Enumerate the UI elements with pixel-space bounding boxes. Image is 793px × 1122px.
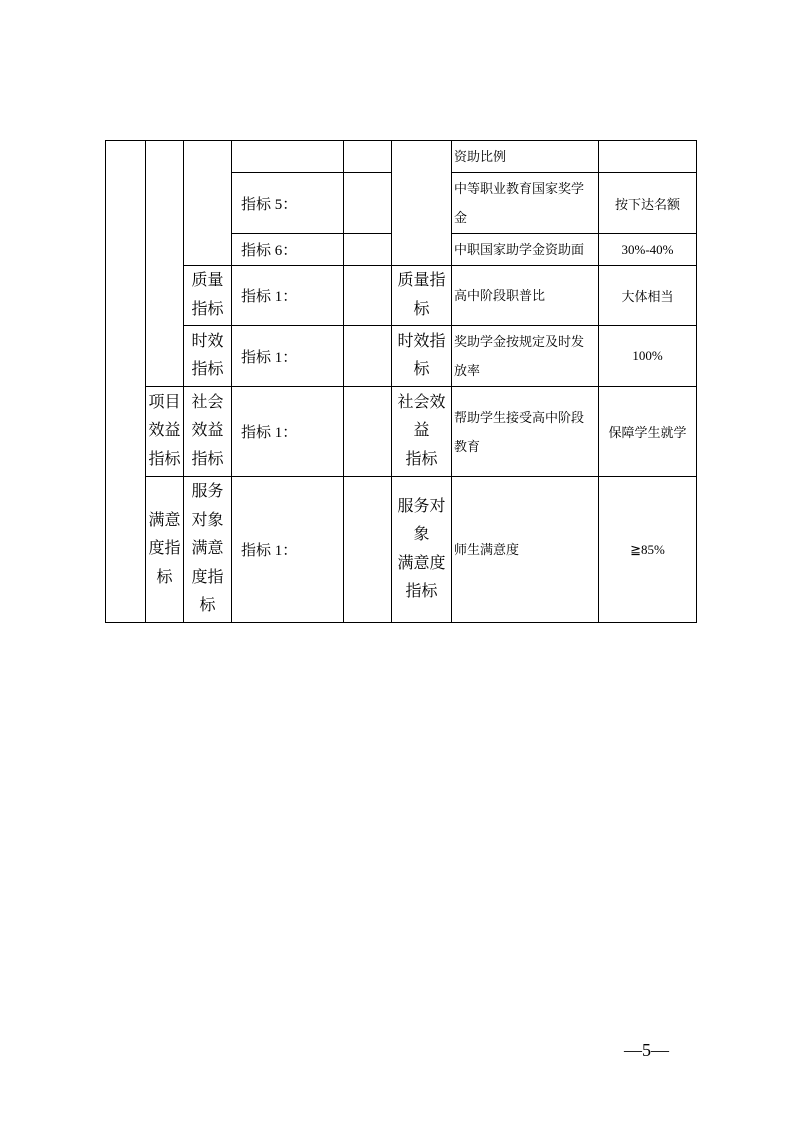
indicator-label: 指标 1： (241, 543, 298, 559)
category-cell (392, 477, 452, 623)
blank-cell (344, 141, 392, 173)
target-value: 按下达名额 (614, 196, 680, 212)
blank-cell (344, 477, 392, 623)
indicator-name-cell (452, 234, 599, 266)
indicator-name-cell (452, 477, 599, 623)
tertiary-indicator-cell (184, 266, 232, 326)
indicator-name: 奖助学金按规定及时发 放率 (454, 334, 585, 378)
category-cell (392, 141, 452, 266)
secondary-indicator-cell (146, 477, 184, 623)
indicator-name: 中职国家助学金资助面 (454, 242, 585, 257)
table-row (106, 266, 697, 326)
page-number: —5— (624, 1040, 669, 1060)
tertiary-indicator-cell (184, 477, 232, 623)
indicator-cell (232, 266, 344, 326)
secondary-indicator-cell (146, 141, 184, 387)
indicator-label: 指标 1： (241, 349, 298, 366)
target-value: 保障学生就学 (608, 425, 687, 440)
indicator-label: 指标 6： (241, 243, 298, 259)
indicator-cell (232, 477, 344, 623)
tertiary-indicator-label: 质量 指标 (191, 272, 224, 318)
target-value-cell (599, 477, 697, 623)
secondary-indicator-label: 满意 度指 标 (148, 511, 181, 586)
indicator-cell (232, 173, 344, 234)
indicator-name-cell (452, 326, 599, 387)
tertiary-indicator-cell (184, 141, 232, 266)
target-value-cell (599, 326, 697, 387)
blank-cell (344, 234, 392, 266)
indicator-cell (232, 326, 344, 387)
performance-indicator-table (105, 140, 697, 623)
blank-cell (344, 326, 392, 387)
table-row (106, 326, 697, 387)
target-value-cell (599, 141, 697, 173)
indicator-name: 中等职业教育国家奖学 金 (454, 181, 585, 225)
secondary-indicator-cell (146, 387, 184, 477)
category-cell (392, 326, 452, 387)
blank-cell (344, 173, 392, 234)
category-label: 时效指 标 (397, 332, 446, 378)
secondary-indicator-label: 项目 效益 指标 (148, 393, 181, 468)
category-label: 质量指 标 (397, 272, 446, 318)
tertiary-indicator-cell (184, 326, 232, 387)
indicator-label: 指标 1： (241, 289, 298, 305)
target-value: 30%-40% (621, 241, 674, 257)
indicator-name: 帮助学生接受高中阶段 教育 (454, 409, 585, 454)
tertiary-indicator-label: 社会 效益 指标 (191, 393, 224, 468)
target-value-cell (599, 266, 697, 326)
indicator-name-cell (452, 387, 599, 477)
tertiary-indicator-label: 服务 对象 满意 度指 标 (191, 483, 224, 615)
indicator-label: 指标 5： (241, 196, 298, 213)
target-value: 大体相当 (621, 289, 674, 304)
table-row (106, 387, 697, 477)
category-cell (392, 387, 452, 477)
indicator-cell (232, 387, 344, 477)
indicator-name-cell (452, 173, 599, 234)
category-label: 服务对 象 满意度 指标 (397, 497, 446, 600)
category-cell (392, 266, 452, 326)
table-row (106, 141, 697, 173)
indicator-name: 资助比例 (454, 149, 507, 164)
primary-indicator-cell (106, 141, 146, 623)
indicator-name: 师生满意度 (454, 542, 520, 557)
indicator-name-cell (452, 141, 599, 173)
blank-cell (344, 387, 392, 477)
indicator-label: 指标 1： (241, 425, 298, 441)
category-label: 社会效 益 指标 (397, 393, 446, 468)
indicator-cell (232, 234, 344, 266)
target-value: ≧85% (630, 541, 665, 557)
target-value-cell (599, 173, 697, 234)
tertiary-indicator-cell (184, 387, 232, 477)
indicator-cell (232, 141, 344, 173)
blank-cell (344, 266, 392, 326)
indicator-name-cell (452, 266, 599, 326)
target-value-cell (599, 387, 697, 477)
target-value: 100% (632, 348, 663, 363)
target-value-cell (599, 234, 697, 266)
tertiary-indicator-label: 时效 指标 (191, 332, 224, 378)
table-row (106, 477, 697, 623)
indicator-name: 高中阶段职普比 (454, 288, 546, 303)
